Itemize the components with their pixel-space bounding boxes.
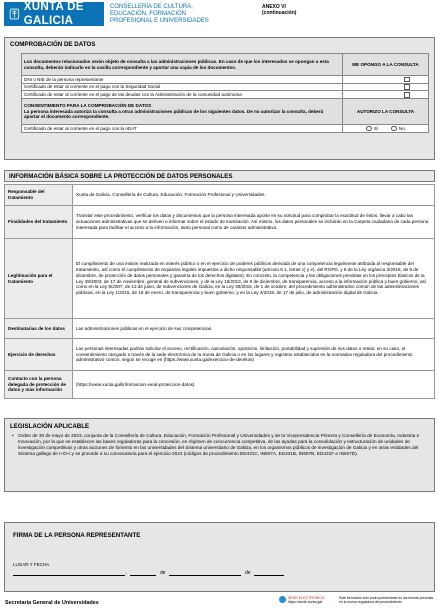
row-text: Xunta de Galicia. Consellería de Cultura, Educación, Formación Profesional y Universidades.: [73, 185, 435, 206]
legislacion-text-block: [12, 433, 428, 457]
conselleria-name: [110, 4, 209, 25]
anexo-number: ANEXO VI: [262, 4, 286, 10]
xunta-logo: [4, 2, 104, 26]
lugar-input-line[interactable]: [13, 575, 125, 576]
table-row: [5, 371, 435, 399]
oppose-checkbox[interactable]: [404, 92, 410, 98]
firma-section: [4, 522, 435, 592]
row-label: Responsable del tratamiento: [5, 185, 73, 206]
conselleria-line: PROFESIONAL E UNIVERSIDADES: [110, 17, 209, 24]
table-row: [5, 206, 435, 239]
table-row: [22, 83, 429, 91]
day-input-line[interactable]: [130, 575, 156, 576]
legislacion-section: [4, 418, 435, 492]
authorize-column-header: AUTORIZO LA CONSULTA: [343, 99, 429, 125]
table-row: [22, 125, 429, 133]
comprobacion-title: COMPROBACIÓN DE DATOS: [10, 41, 96, 48]
doc-item-label: DNI o NIE de la persona representante: [22, 76, 343, 84]
oppose-column-header: ME OPONGO A LA CONSULTA: [343, 54, 429, 76]
row-label: Destinatarias de los datos: [5, 319, 73, 339]
month-input-line[interactable]: [169, 575, 241, 576]
yes-radio[interactable]: [366, 126, 372, 132]
row-label: Contacto con la persona delegada de protección de datos y más información: [5, 371, 73, 399]
sede-url-link[interactable]: https://sede.xunta.gal: [288, 600, 323, 605]
sede-electronica: [288, 596, 324, 605]
table-row: [5, 319, 435, 339]
doc-item-label: Certificado de estar al corriente en el pago con la Seguridad Social: [22, 83, 343, 91]
oppose-checkbox[interactable]: [404, 84, 410, 90]
comprobacion-table: [21, 53, 429, 133]
footer-secretaria: Secretaría General de Universidades: [5, 600, 99, 606]
table-row: [5, 339, 435, 371]
bullet-icon: •: [12, 433, 14, 438]
year-input-line[interactable]: [254, 575, 284, 576]
consent-item-label: Certificado de estar al corriente en el pago con la AEAT: [22, 125, 343, 133]
proteccion-title-bar: [4, 170, 435, 182]
no-label: No: [398, 125, 405, 131]
de-separator: de: [245, 570, 251, 576]
legislacion-title: LEGISLACIÓN APLICABLE: [10, 423, 90, 430]
row-label: Legitimación para el tratamiento: [5, 239, 73, 319]
table-row: [22, 76, 429, 84]
logo-text: XUNTA DE GALICIA: [23, 0, 84, 27]
row-label: Finalidades del tratamiento: [5, 206, 73, 239]
proteccion-table: [4, 184, 435, 399]
doc-item-label: Certificado de estar al corriente en el pago de las deudas con la Administración de la comunidad autónoma: [22, 91, 343, 99]
de-separator: de: [160, 570, 166, 576]
conselleria-line: EDUCACIÓN, FORMACIÓN: [110, 10, 187, 17]
oppose-checkbox[interactable]: [404, 77, 410, 83]
row-text: Las personas interesadas podrán solicitar el acceso, rectificación, cancelación, oposición, limitación, portabilidad y supresión de sus datos o retirar, en su caso, el consentimiento otorgado a través de la sede electrónica de la Xunta de Galicia o en los lugares y registros establecidos en la normativa reguladora del procedimiento administrativo común, según se recoge en (https://www.xunta.gal/exercicio-de-dereitos): [73, 339, 435, 371]
row-text: El cumplimiento de una misión realizada en interés público o en el ejercicio de poderes públicos derivada de una competencia legalmente atribuida al responsable del tratamiento, así como el cumplimiento de requisitos legales impuestos a dicho responsable (artículo 6.1, letras c) y e), del RGPD, y 8 de la Ley orgánica 3/2018, de 5 de diciembre, de protección de datos personales y garantía de los derechos digitales). En concreto, la competencia y las obligaciones previstas en los preceptos básicos de la Ley 38/2003, de 17 de noviembre, general de subvenciones, y de la Ley 19/2013, de 9 de diciembre, de transparencia, acceso a la información pública y buen gobierno, así como en la Ley 9/2007, de 13 de junio, de subvenciones de Galicia, en la Ley 39/2015, de 1 de octubre, del procedimiento administrativo común de las administraciones públicas, en la Ley 1/2016, de 18 de enero, de transparencia y buen gobierno, y en la Ley 4/2019, de 17 de julio, de administración digital de Galicia.: [73, 239, 435, 319]
sede-seal-icon: [279, 596, 286, 603]
proteccion-title: INFORMACIÓN BÁSICA SOBRE LA PROTECCIÓN DE DATOS PERSONALES: [9, 173, 233, 180]
lugar-fecha-label: LUGAR Y FECHA: [13, 562, 50, 567]
table-row: [5, 239, 435, 319]
row-label: Ejercicio de derechos: [5, 339, 73, 371]
yes-label: Sí: [373, 125, 379, 131]
comprobacion-intro: Los documentos relacionados serán objeto de consulta a las administraciones públicas. En caso de que los interesados se opongan a esta consulta, deberán indicarlo en la casilla correspondiente y aportar una copia de los documentos.: [22, 54, 343, 76]
table-row: [5, 185, 435, 206]
no-radio[interactable]: [391, 126, 397, 132]
consent-block: [22, 99, 343, 125]
firma-title: FIRMA DE LA PERSONA REPRESENTANTE: [13, 532, 141, 539]
anexo-label: [262, 4, 296, 16]
conselleria-line: CONSELLERÍA DE CULTURA,: [110, 4, 193, 10]
footer-note: Este formulario solo podrá presentarse en las formas previstas en la norma reguladora del procedimiento.: [339, 596, 434, 605]
legislacion-text: Orden de 30 de mayo de 2023, conjunta de la Consellería de Cultura, Educación, Formación Profesional y Universidades y de la Vicepresidencia Primera y Consellería de Economía, Industria e Innovación, por la que se establecen las bases reguladoras para la concesión, en régimen de concurrencia competitiva, de las ayudas para la consolidación y estructuración de unidades de investigación competitivas y otras acciones de fomento en las universidades del Sistema universitario de Galicia, en los organismos públicos de investigación de Galicia y en otras entidades del Sistema gallego de I+D+i y se procede a su convocatoria para el ejercicio 2023 (códigos de procedimiento ED431C, IN607A, ED431B, IN607B, ED431F e IN607D).: [18, 433, 420, 457]
row-text: (https://www.xunta.gal/informacion-xeral-proteccion-datos): [73, 371, 435, 399]
comma-separator: ,: [126, 570, 128, 576]
table-row: [22, 91, 429, 99]
consent-intro: La persona interesada autoriza la consulta a otras administraciones públicas de los siguientes datos. De no autorizar la consulta, deberá aportar el documento correspondiente.: [24, 108, 324, 120]
xunta-shield-icon: [8, 5, 21, 23]
row-text: Tramitar este procedimiento, verificar los datos y documentos que la persona interesada aporte en su solicitud para comprobar la exactitud de éstos, llevar a cabo las actuaciones administrativas que se deriven e informar sobre el estado de tramitación. Así mismo, los datos personales se incluirán en la Carpeta ciudadana de cada persona interesada para facilitar el acceso a la información, tanto personal como de carácter administrativo.: [73, 206, 435, 239]
row-text: Las administraciones públicas en el ejercicio de sus competencias.: [73, 319, 435, 339]
sede-label: SEDE ELECTRÓNICA: [288, 596, 325, 600]
consent-heading: CONSENTIMIENTO PARA LA COMPROBACIÓN DE DATOS: [24, 103, 152, 109]
anexo-continuation: (continuación): [262, 10, 297, 16]
document-header: [4, 2, 435, 32]
comprobacion-section: [4, 37, 435, 160]
